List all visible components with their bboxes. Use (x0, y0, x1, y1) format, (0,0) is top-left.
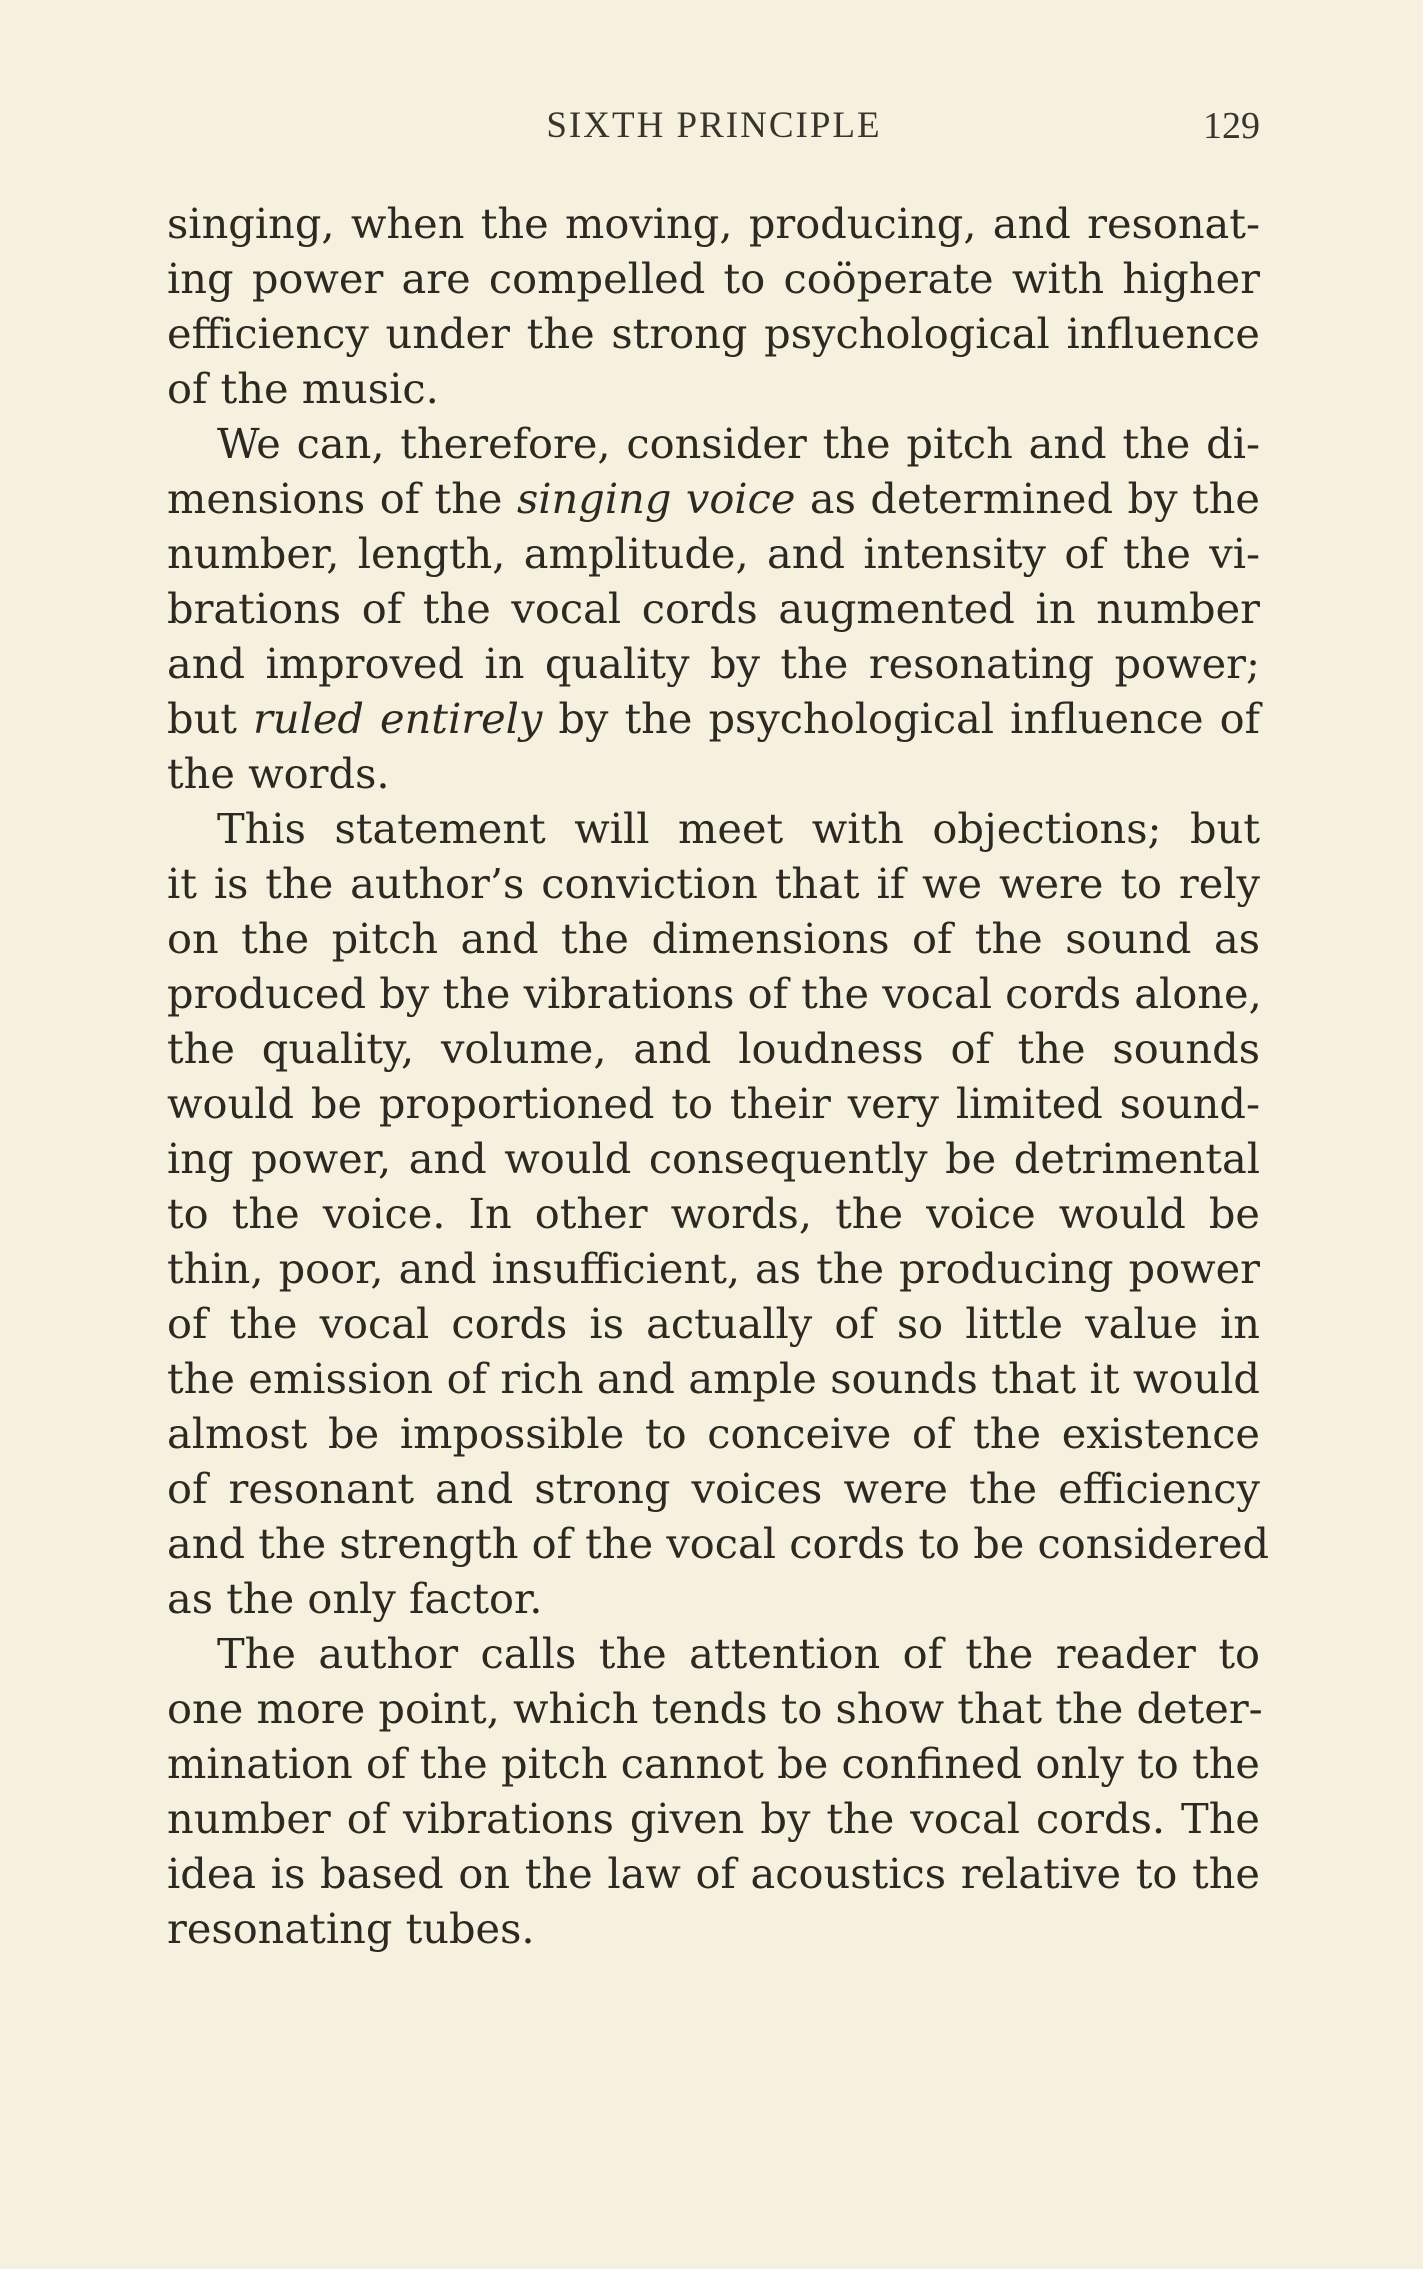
text-line: almost be impossible to conceive of the existence (167, 1409, 1260, 1458)
text-line: number, length, amplitude, and intensity of the vi- (167, 529, 1260, 578)
italic-phrase: ruled entirely (253, 694, 543, 743)
text-line: ing power, and would consequently be detrimental (167, 1134, 1260, 1183)
text-line: and improved in quality by the resonating power; (167, 639, 1260, 688)
text-line: mination of the pitch cannot be confined only to the (167, 1739, 1260, 1788)
text-line: number of vibrations given by the vocal cords. The (167, 1794, 1260, 1843)
text-line: but ruled entirely by the psychological influence of (167, 694, 1260, 743)
text-line: would be proportioned to their very limited sound- (167, 1079, 1260, 1128)
text-line: This statement will meet with objections; but (217, 804, 1260, 853)
text-line: efficiency under the strong psychological influence (167, 309, 1260, 358)
text-line: it is the author’s conviction that if we were to rely (167, 859, 1260, 908)
text-line: resonating tubes. (167, 1904, 535, 1953)
text-line: We can, therefore, consider the pitch and the di- (217, 419, 1260, 468)
text-line: the emission of rich and ample sounds that it would (167, 1354, 1260, 1403)
text-line: singing, when the moving, producing, and resonat- (167, 199, 1260, 248)
paragraph-1 (167, 196, 1260, 416)
text-line: and the strength of the vocal cords to be considered (167, 1519, 1270, 1568)
text-line: of resonant and strong voices were the efficiency (167, 1464, 1260, 1513)
text-line: on the pitch and the dimensions of the sound as (167, 914, 1260, 963)
text-line: brations of the vocal cords augmented in number (167, 584, 1260, 633)
page-number: 129 (1203, 105, 1260, 147)
text-line: ing power are compelled to coöperate with higher (167, 254, 1260, 303)
text-line: produced by the vibrations of the vocal cords alone, (167, 969, 1262, 1018)
text-line: of the vocal cords is actually of so little value in (167, 1299, 1260, 1348)
text-line: The author calls the attention of the reader to (217, 1629, 1260, 1678)
text-line: the quality, volume, and loudness of the sounds (167, 1024, 1260, 1073)
text-line: the words. (167, 749, 390, 798)
paragraph-2 (167, 416, 1260, 801)
text-line: idea is based on the law of acoustics relative to the (167, 1849, 1260, 1898)
running-head (168, 104, 1260, 154)
text-line: one more point, which tends to show that the deter- (167, 1684, 1263, 1733)
text-line: of the music. (167, 364, 439, 413)
italic-phrase: singing voice (516, 474, 796, 523)
text-line: mensions of the singing voice as determined by the (167, 474, 1260, 523)
text-line: thin, poor, and insufficient, as the producing power (167, 1244, 1260, 1293)
body-text (167, 196, 1270, 1956)
paragraph-3 (167, 801, 1270, 1626)
paragraph-4 (167, 1626, 1263, 1956)
text-line: as the only factor. (167, 1574, 543, 1623)
text-line: to the voice. In other words, the voice would be (167, 1189, 1260, 1238)
running-title: SIXTH PRINCIPLE (546, 105, 882, 146)
